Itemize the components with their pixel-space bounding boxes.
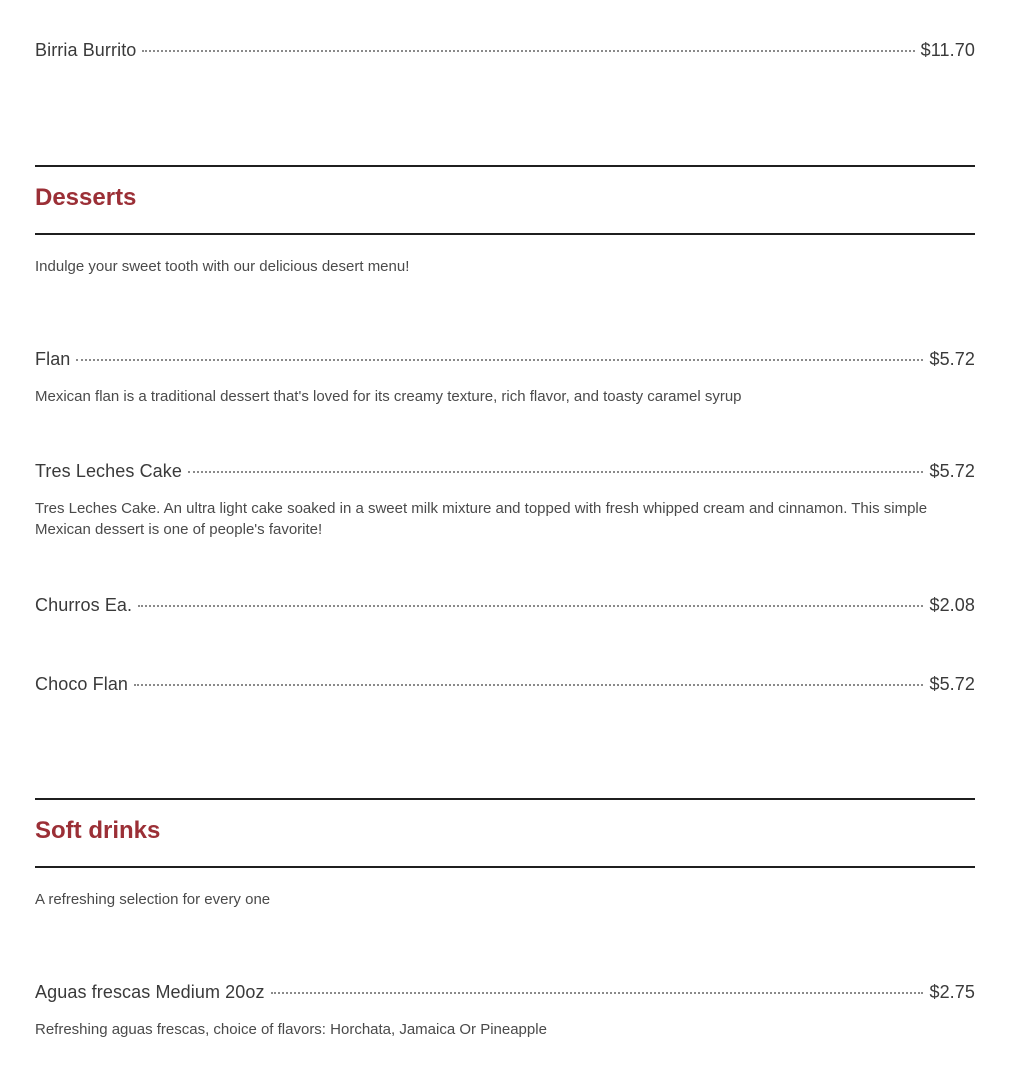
section-divider-top (35, 798, 975, 800)
item-price: $5.72 (929, 461, 975, 481)
section-divider-top (35, 165, 975, 167)
section-intro-soft-drinks: A refreshing selection for every one (35, 891, 271, 908)
item-price: $5.72 (929, 674, 975, 694)
section-intro-desserts: Indulge your sweet tooth with our delicious desert menu! (35, 258, 410, 275)
item-name: Aguas frescas Medium 20oz (35, 982, 265, 1002)
item-price: $11.70 (920, 40, 975, 60)
item-description: Mexican flan is a traditional dessert that's loved for its creamy texture, rich flavor, and toasty caramel syrup (35, 388, 742, 405)
item-name: Tres Leches Cake (35, 461, 182, 481)
section-title-desserts: Desserts (35, 184, 137, 211)
dot-leader (134, 684, 923, 686)
dot-leader (138, 605, 923, 607)
item-name: Flan (35, 349, 71, 369)
item-price: $5.72 (929, 349, 975, 369)
menu-item-aguas-frescas[interactable] (35, 982, 975, 1003)
menu-item-birria-burrito[interactable] (35, 40, 975, 61)
item-name: Churros Ea. (35, 595, 133, 615)
item-name: Birria Burrito (35, 40, 137, 60)
dot-leader (76, 359, 923, 361)
dot-leader (271, 992, 924, 994)
menu-item-churros[interactable] (35, 595, 975, 616)
item-description: Refreshing aguas frescas, choice of flavors: Horchata, Jamaica Or Pineapple (35, 1021, 547, 1038)
menu-item-flan[interactable] (35, 349, 975, 370)
section-title-soft-drinks: Soft drinks (35, 817, 161, 844)
section-divider-bottom (35, 233, 975, 235)
item-description: Tres Leches Cake. An ultra light cake soaked in a sweet milk mixture and topped with fresh whipped cream and cinnamon. This simple Mexican dessert is one of people's favorite! (35, 500, 928, 538)
item-price: $2.75 (929, 982, 975, 1002)
item-price: $2.08 (929, 595, 975, 615)
menu-item-tres-leches-cake[interactable] (35, 461, 975, 482)
dot-leader (188, 471, 923, 473)
dot-leader (142, 50, 914, 52)
section-divider-bottom (35, 866, 975, 868)
item-name: Choco Flan (35, 674, 129, 694)
menu-item-choco-flan[interactable] (35, 674, 975, 695)
